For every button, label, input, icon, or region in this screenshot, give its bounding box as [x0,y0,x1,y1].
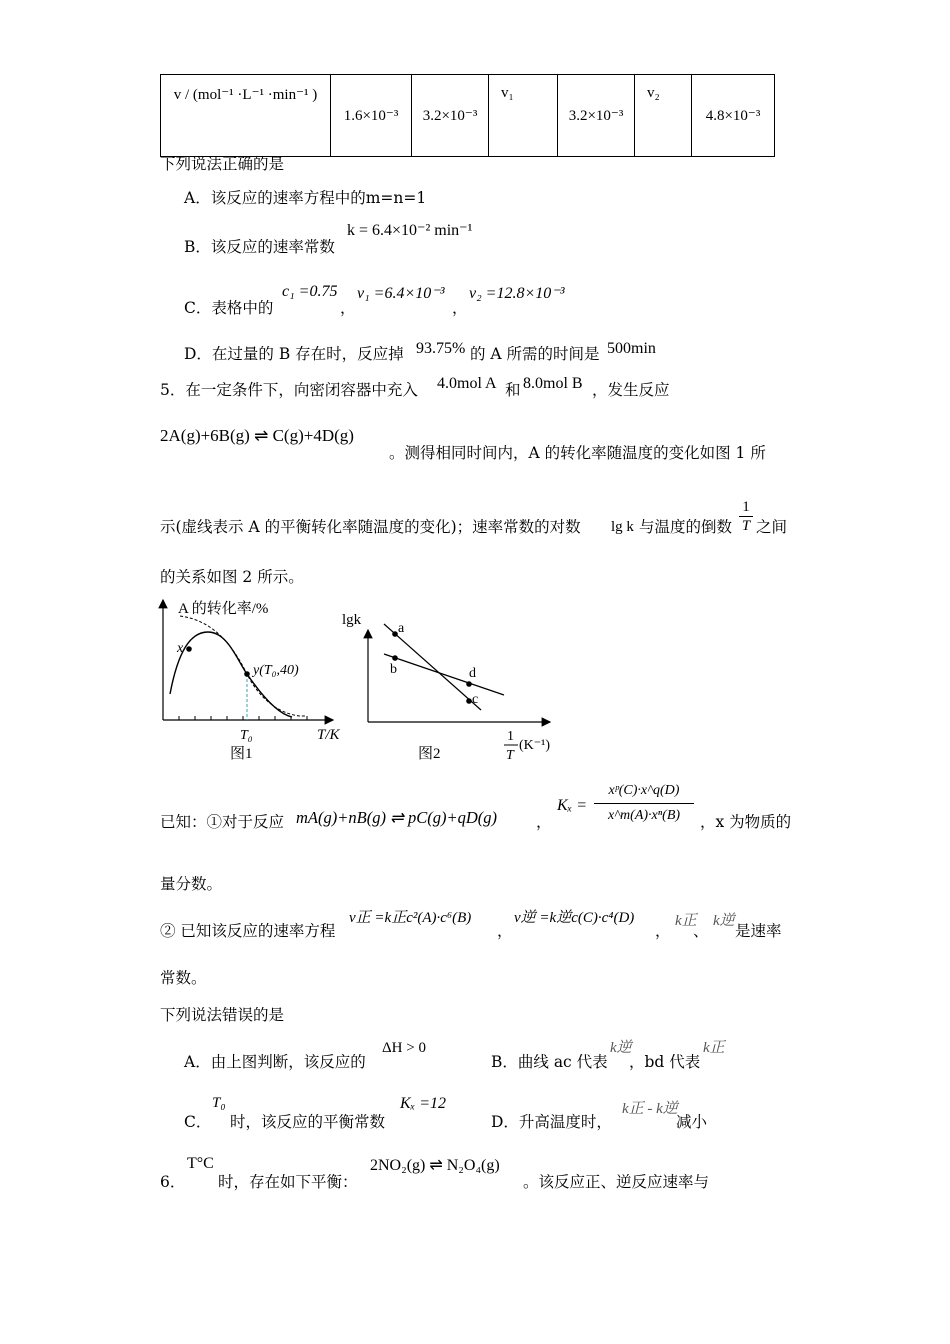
fig2-ylabel: lgk [342,612,362,628]
rate-forward: v正 =k正c²(A)·c⁶(B) [349,910,472,926]
q5-option-b: B．曲线 ac 代表 [491,1053,608,1071]
known2-sep1: ， [497,922,513,940]
q5-option-b-mid: ，bd 代表 [629,1053,701,1071]
q5-line1-math2: 8.0mol B [523,375,583,392]
q4-option-d-math1: 93.75% [416,340,466,357]
known2-b: 是速率 [735,922,782,940]
fig2-label-c: c [472,692,479,707]
kx-numerator: xᵖ(C)·x^q(D) [608,783,680,798]
fig1-xlabel: T/K [317,727,340,743]
known1-sep: ， [536,813,552,831]
q5-line3-math: lg k [611,519,634,535]
fig2-caption: 图2 [418,746,441,762]
q6-text-b: 。该反应正、逆反应速率与 [523,1173,710,1191]
fig1-x-label: x [177,641,184,656]
known2-c: 常数。 [160,969,207,987]
q4-option-b: B．该反应的速率常数 [184,238,335,256]
q5-option-d: D．升高温度时， [491,1113,612,1131]
q5-line3-c: 之间 [756,518,788,536]
q5-equation: 2A(g)+6B(g) ⇌ C(g)+4D(g) [160,426,354,445]
rate-reverse: v逆 =k逆c(C)·c⁴(D) [514,910,635,926]
fig1-y-label: y(T₀,40) [253,663,299,678]
table-cell: v₂ [635,75,692,157]
fig2-xlabel-den: T [506,748,514,763]
q4-option-d-a: D．在过量的 B 存在时，反应掉 [184,345,404,363]
rate-table [160,74,775,157]
fig2-label-a: a [398,621,405,636]
q5-option-b-k2: k正 [703,1040,725,1056]
table-cell: 1.6×10⁻³ [331,75,412,157]
q5-option-b-k1: k逆 [610,1040,632,1056]
q5-option-a: A．由上图判断，该反应的 [184,1053,366,1071]
q5-option-d-math: k正 - k逆 [622,1101,678,1117]
q4-option-c-math3: v₂ =12.8×10⁻³ [469,285,565,302]
q4-option-c: C．表格中的 [184,299,274,317]
k-forward: k正 [675,913,697,929]
fig2-label-d: d [469,666,476,681]
table-row [161,75,775,157]
q4-option-b-math: k = 6.4×10⁻² min⁻¹ [347,222,473,239]
known1-equation: mA(g)+nB(g) ⇌ pC(g)+qD(g) [296,808,498,827]
table-cell: 4.8×10⁻³ [692,75,775,157]
q4-option-d-b: 的 A 所需的时间是 [470,345,600,363]
q5-frac: 1 T [739,499,753,534]
fig1-caption: 图1 [230,746,253,762]
q6-text-a: 时，存在如下平衡： [218,1173,358,1191]
q5-option-c-math: Kₓ =12 [400,1095,447,1112]
known2-sep3: 、 [693,922,709,940]
table-cell: v₁ [489,75,558,157]
kx-fraction [594,783,694,824]
q5-line3-a: 示(虚线表示 A 的平衡转化率随温度的变化)；速率常数的对数 [160,518,581,536]
q6-temperature: T°C [187,1155,214,1172]
q6-equation: 2NO₂(g) ⇌ N₂O₄(g) [370,1157,500,1174]
fig1-point-x [186,646,192,652]
q5-line1-c: ，发生反应 [592,381,670,399]
fig2-xlabel-num: 1 [507,729,514,744]
q4-option-a: A．该反应的速率方程中的m=n=1 [184,189,427,207]
q5-line1-b: 和 [505,381,521,399]
known2-sep2: ， [655,922,671,940]
k-reverse: k逆 [713,913,735,929]
q5-line1-math1: 4.0mol A [437,375,497,392]
fig2-label-b: b [390,662,397,677]
q5-line2: 。测得相同时间内，A 的转化率随温度的变化如图 1 所 [389,444,766,462]
figure-2 [338,600,560,768]
known1-a: 已知：①对于反应 [160,813,285,831]
fig2-point-a [392,631,398,637]
known1-b: ，x 为物质的 [700,813,792,831]
fig2-point-c [466,698,472,704]
known1-c: 量分数。 [160,875,223,893]
kx-symbol: Kₓ = [557,797,588,814]
figure-1 [150,592,350,768]
fig2-xlabel-unit: (K⁻¹) [519,738,551,753]
fig2-point-b [392,655,398,661]
q5-line1-a: 5．在一定条件下，向密闭容器中充入 [160,381,418,399]
q5-line4: 的关系如图 2 所示。 [160,568,304,586]
q5-option-c-pre: C． [184,1113,212,1131]
fig2-point-d [466,681,472,687]
q5-option-c: 时，该反应的平衡常数 [230,1113,386,1131]
q5-option-c-t0: T₀ [212,1095,226,1111]
q6-number: 6． [160,1173,186,1191]
fig1-point-y [244,671,250,677]
fig1-t0-label: T₀ [240,728,253,743]
kx-denominator: x^m(A)·xⁿ(B) [607,808,681,823]
q4-option-c-math2: v₁ =6.4×10⁻³ [357,285,445,302]
table-header-cell: v / (mol⁻¹ ·L⁻¹ ·min⁻¹ ) [161,75,331,157]
q5-option-a-math: ΔH > 0 [382,1040,426,1056]
fig1-ylabel: A 的转化率/% [178,601,269,617]
q4-option-d-math2: 500min [607,340,656,357]
known2-a: ② 已知该反应的速率方程 [160,922,336,940]
table-cell: 3.2×10⁻³ [558,75,635,157]
q4-option-c-math1: c₁ =0.75 [282,283,338,300]
fig2-line-ac [384,624,481,710]
q4-prompt: 下列说法正确的是 [160,155,285,173]
q5-option-d-end: 减小 [676,1113,708,1131]
q5-prompt: 下列说法错误的是 [160,1006,285,1024]
q5-line3-b: 与温度的倒数 [639,518,733,536]
table-cell: 3.2×10⁻³ [412,75,489,157]
fig2-line-bd [384,654,504,695]
